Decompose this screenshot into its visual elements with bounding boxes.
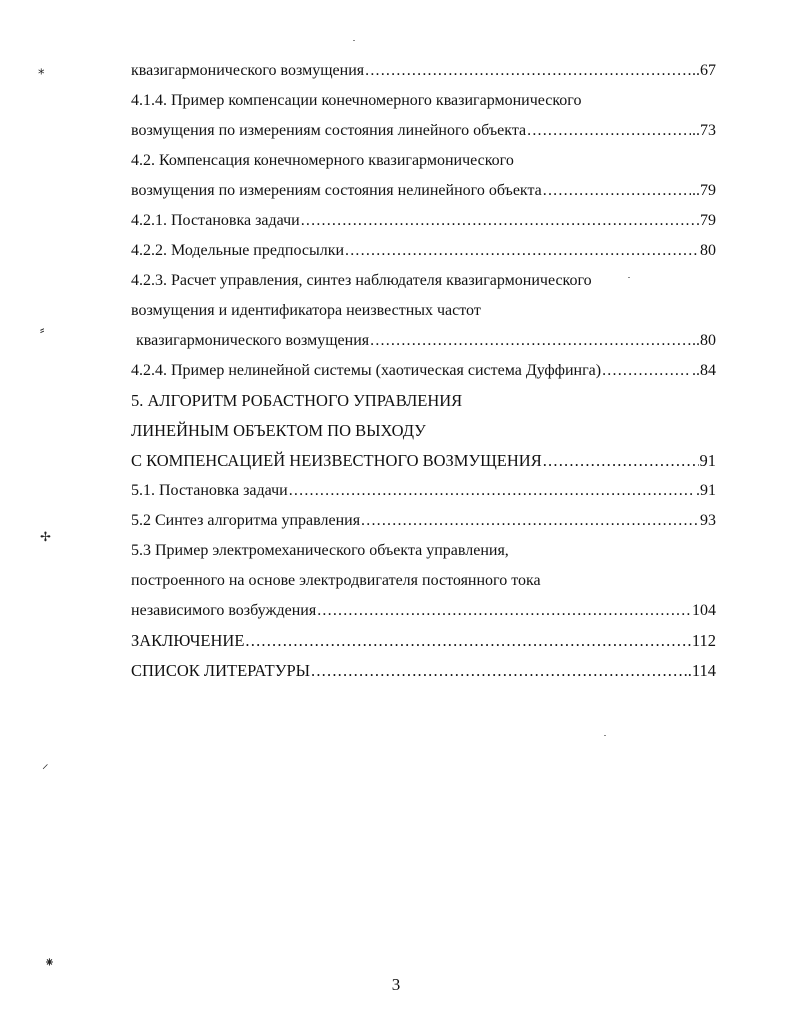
- toc-entry-text: возмущения по измерениям состояния нелинейного объекта: [131, 182, 542, 199]
- scan-artifact-icon: ⁎: [38, 63, 45, 78]
- toc-entry-continuation: [131, 56, 716, 86]
- toc-entry-4-2-1: [131, 206, 716, 236]
- toc-entry-page: 91: [699, 451, 716, 470]
- toc-leader-dots: [345, 236, 699, 266]
- scan-artifact-icon: ✢: [40, 530, 51, 545]
- toc-entry-5-2: [131, 506, 716, 536]
- toc-entry-page: ..73: [692, 122, 716, 139]
- toc-chapter-5-title: [131, 446, 716, 476]
- toc-entry-page: 112: [691, 631, 716, 650]
- toc-entry-text: независимого возбуждения: [131, 602, 317, 619]
- toc-entry-page: ..84: [692, 362, 716, 379]
- toc-entry-text: 4.2.1. Постановка задачи: [131, 212, 300, 229]
- toc-leader-dots: [370, 326, 691, 356]
- toc-entry-text: 5.3 Пример электромеханического объекта управления,: [131, 542, 509, 559]
- toc-entry-text: 4.2.3. Расчет управления, синтез наблюдателя квазигармонического: [131, 272, 592, 289]
- toc-entry-page: .91: [696, 482, 716, 499]
- toc-leader-dots: [301, 206, 695, 236]
- toc-entry-text: построенного на основе электродвигателя постоянного тока: [131, 572, 541, 589]
- toc-entry-text: возмущения по измерениям состояния линейного объекта: [131, 122, 527, 139]
- toc-entry-page: 104: [692, 602, 716, 619]
- toc-entry-conclusion: [131, 626, 716, 656]
- toc-entry-4-2-2: [131, 236, 716, 266]
- table-of-contents: [131, 56, 716, 686]
- toc-leader-dots: [527, 116, 691, 146]
- toc-leader-dots: [311, 656, 683, 686]
- toc-entry-continuation: [131, 596, 716, 626]
- toc-chapter-5-title: [131, 386, 716, 416]
- toc-leader-dots: [289, 476, 695, 506]
- toc-entry-text: 5.2 Синтез алгоритма управления: [131, 512, 361, 529]
- toc-entry-page: ..79: [692, 182, 716, 199]
- toc-entry-text: возмущения и идентификатора неизвестных частот: [131, 302, 481, 319]
- toc-entry-page: 93: [700, 512, 716, 529]
- toc-entry-continuation: [131, 176, 716, 206]
- toc-entry-text: 4.1.4. Пример компенсации конечномерного квазигармонического: [131, 92, 582, 109]
- toc-entry-page: ..80: [692, 332, 716, 349]
- toc-entry-continuation: [131, 326, 716, 356]
- toc-chapter-5-title: [131, 416, 716, 446]
- toc-leader-dots: [245, 626, 690, 656]
- toc-entry-text: СПИСОК ЛИТЕРАТУРЫ: [131, 661, 311, 680]
- scan-speck: [628, 277, 630, 278]
- toc-entry-page: .79: [696, 212, 716, 229]
- page-number: 3: [391, 975, 401, 994]
- toc-leader-dots: [602, 356, 691, 386]
- scan-artifact-icon: ⸝: [42, 757, 49, 772]
- toc-leader-dots: [543, 446, 699, 476]
- toc-entry-page: 80: [700, 242, 716, 259]
- toc-entry-text: 4.2. Компенсация конечномерного квазигармонического: [131, 152, 514, 169]
- toc-entry-text: 4.2.2. Модельные предпосылки: [131, 242, 345, 259]
- toc-leader-dots: [365, 56, 691, 86]
- toc-entry-4-1-4: [131, 86, 716, 116]
- toc-leader-dots: [317, 596, 691, 626]
- scan-artifact-icon: ⁕: [44, 956, 55, 971]
- toc-entry-5-1: [131, 476, 716, 506]
- toc-entry-text: ЗАКЛЮЧЕНИЕ: [131, 631, 245, 650]
- toc-entry-4-2-4: [131, 356, 716, 386]
- scan-speck: [604, 735, 606, 736]
- toc-entry-text: 4.2.4. Пример нелинейной системы (хаотическая система Дуффинга): [131, 362, 602, 379]
- toc-entry-4-2-3: [131, 266, 716, 296]
- toc-entry-5-3: [131, 536, 716, 566]
- toc-entry-text: квазигармонического возмущения: [136, 332, 370, 349]
- toc-leader-dots: [361, 506, 699, 536]
- toc-entry-text: квазигармонического возмущения: [131, 62, 365, 79]
- scan-artifact-icon: ⸗: [40, 323, 45, 338]
- toc-entry-text: С КОМПЕНСАЦИЕЙ НЕИЗВЕСТНОГО ВОЗМУЩЕНИЯ: [131, 451, 542, 470]
- toc-entry-page: ..67: [692, 62, 716, 79]
- toc-entry-page: ..114: [683, 661, 716, 680]
- toc-entry-continuation: [131, 296, 716, 326]
- scan-speck: [353, 40, 355, 41]
- toc-entry-text: 5. АЛГОРИТМ РОБАСТНОГО УПРАВЛЕНИЯ: [131, 391, 463, 410]
- toc-entry-continuation: [131, 116, 716, 146]
- toc-entry-4-2: [131, 146, 716, 176]
- toc-leader-dots: [543, 176, 691, 206]
- toc-entry-text: ЛИНЕЙНЫМ ОБЪЕКТОМ ПО ВЫХОДУ: [131, 421, 426, 440]
- toc-entry-references: [131, 656, 716, 686]
- toc-entry-continuation: [131, 566, 716, 596]
- toc-entry-text: 5.1. Постановка задачи: [131, 482, 288, 499]
